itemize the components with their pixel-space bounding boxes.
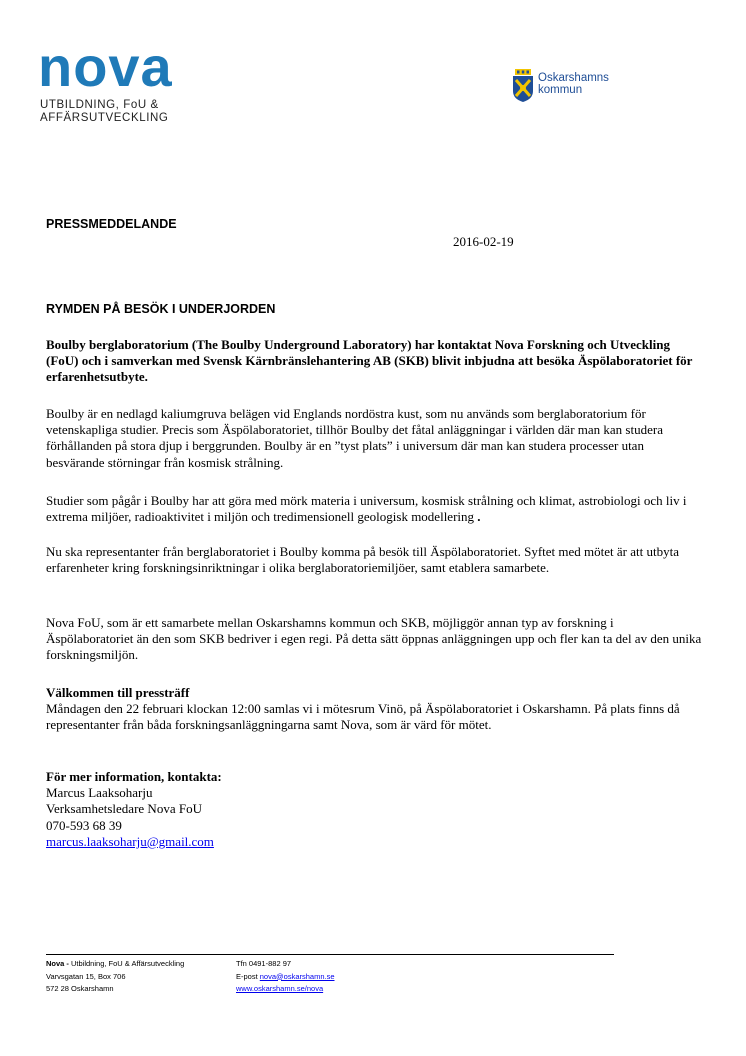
contact-title: För mer information, kontakta: [46,769,222,784]
footer-org-bold: Nova - [46,959,69,968]
nova-logo-subtitle [40,99,168,124]
footer-email-link[interactable]: nova@oskarshamn.se [259,971,335,981]
footer-address [46,958,184,996]
nova-subtitle-line2: AFFÄRSUTVECKLING [40,111,169,124]
contact-name: Marcus Laaksoharju [46,785,153,801]
footer-address-line2: 572 28 Oskarshamn [46,984,114,993]
press-invite [46,685,702,734]
oskarshamn-coat-of-arms-icon [512,69,534,103]
lead-paragraph: Boulby berglaboratorium (The Boulby Underground Laboratory) har kontaktat Nova Forskning och Utveckling (FoU) och i samverkan med Svensk Kärnbränslehantering AB (SKB) blivit inbjudna att besöka Äspölaboratoriet för erfarenhetsutbyte. [46,337,693,385]
contact-email-link[interactable]: marcus.laaksoharju@gmail.com [46,833,214,849]
paragraph-2 [46,493,702,525]
document-type: PRESSMEDDELANDE [46,217,177,231]
paragraph-2-end: . [477,509,481,525]
nova-subtitle-line1: UTBILDNING, FoU & [40,99,159,111]
footer-phone: Tfn 0491-882 97 [236,959,292,968]
contact-phone: 070-593 68 39 [46,817,122,833]
paragraph-2-text: Studier som pågår i Boulby har att göra med mörk materia i universum, kosmisk strålning och klimat, astrobiologi och liv i extrema miljöer, radioaktivitet i miljön och tredimensionell geologisk modellering [46,493,687,525]
paragraph-1: Boulby är en nedlagd kaliumgruva belägen vid Englands nordöstra kust, som nu används som berglaboratorium för vetenskapliga studier. Precis som Äspölaboratoriet, tillhör Boulby det fåtal anläggningar i världen där man kan studera förhållanden på stora djup i berggrunden. Boulby är en ”tyst plats” i universum där man kan studera processer utan besvärande störningar från kosmisk strålning. [46,406,663,470]
footer-web-link[interactable]: www.oskarshamn.se/nova [236,984,324,993]
footer-address-line1: Varvsgatan 15, Box 706 [46,971,126,981]
oskarshamn-logo-text [538,72,609,96]
oskarshamn-line1: Oskarshamns [538,72,609,84]
document-date: 2016-02-19 [453,234,514,249]
press-invite-title: Välkommen till pressträff [46,685,190,700]
contact-role: Verksamhetsledare Nova FoU [46,801,202,817]
footer-contact [236,958,335,996]
contact-block [46,769,222,850]
paragraph-3: Nu ska representanter från berglaboratoriet i Boulby komma på besök till Äspölaboratoriet. Syftet med mötet är att utbyta erfarenheter kring forskningsinriktningar i olika berglaboratoriemiljöer, samt etablera samarbete. [46,544,679,576]
footer-org-rest: Utbildning, FoU & Affärsutveckling [68,959,185,968]
paragraph-4: Nova FoU, som är ett samarbete mellan Oskarshamns kommun och SKB, möjliggör annan typ av forskning i Äspölaboratoriet än den som SKB bedriver i egen regi. På detta sätt öppnas anläggningen upp och fler kan ta del av den unika forskningsmiljön. [46,615,702,663]
footer-divider [46,954,614,955]
footer-email-label: E-post [236,971,260,981]
nova-logo-wordmark: nova [38,35,173,98]
press-invite-text: Måndagen den 22 februari klockan 12:00 samlas vi i mötesrum Vinö, på Äspölaboratoriet i Oskarshamn. På plats finns då representanter från båda forskningsanläggningarna samt Nova, som är värd för mötet. [46,701,680,733]
page-title: RYMDEN PÅ BESÖK I UNDERJORDEN [46,302,276,316]
oskarshamn-line2: kommun [538,84,583,96]
footer-email-row [236,971,335,984]
footer-org [46,958,184,971]
